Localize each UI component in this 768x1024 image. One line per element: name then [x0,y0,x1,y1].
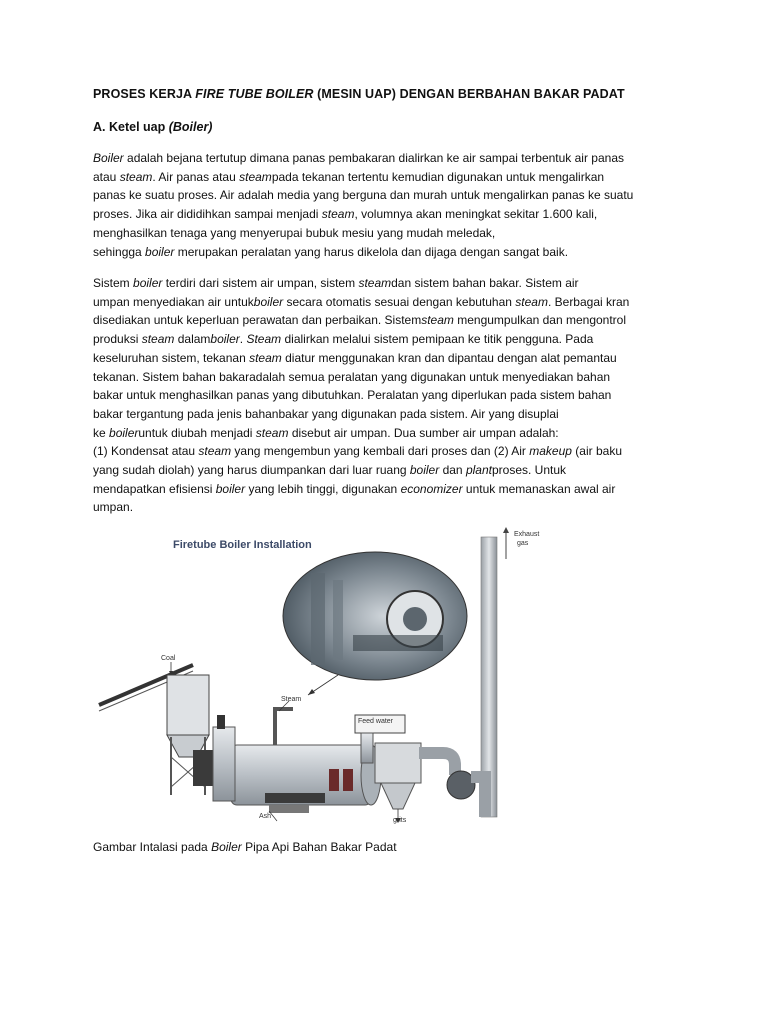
italic-term: boiler [409,463,440,478]
caption-prefix: Gambar Intalasi pada [93,840,212,854]
label-ash: Ash [259,813,272,820]
label-grits: grits [393,817,407,824]
text-run: mengumpulkan dan mengontrol [453,313,627,328]
italic-term: boiler [133,276,163,290]
italic-term: boiler [215,481,246,496]
title-part-1: PROSES KERJA [93,87,196,101]
text-run: Sistem [93,276,134,290]
text-line [93,186,683,205]
text-line [93,205,683,224]
italic-term: boiler [210,332,240,347]
section-heading-italic: (Boiler) [168,120,213,134]
text-run: produksi [93,332,142,347]
text-run: secara otomatis sesuai dengan kebutuhan [283,294,516,309]
section-heading-prefix: A. Ketel uap [93,120,169,134]
italic-term: Boiler [93,151,124,165]
text-line [93,243,683,262]
text-run: keseluruhan sistem, tekanan [93,350,250,365]
italic-term: steam [249,350,282,365]
text-run: . Berbagai kran [547,294,630,309]
label-gas: gas [517,540,529,547]
text-run: adalah bejana tertutup dimana panas pembakaran dialirkan ke air sampai terbentuk air panas [123,151,625,165]
text-line [93,349,683,368]
text-run: (air baku [571,444,622,459]
title-part-3: (MESIN UAP) DENGAN BERBAHAN BAKAR PADAT [313,87,625,101]
italic-term: Steam [246,332,282,347]
section-heading [93,120,212,134]
italic-term: economizer [400,481,463,496]
italic-term: steam [358,276,392,290]
italic-term: steam [515,294,548,309]
text-run: proses. Untuk [491,463,567,478]
text-line [93,480,683,499]
italic-term: steam [255,425,289,440]
figure-title: Firetube Boiler Installation [173,539,312,551]
text-run: yang lebih tinggi, digunakan [245,481,401,496]
italic-term: boiler [253,294,284,309]
italic-term: steam [119,169,153,184]
text-run: (1) Kondensat atau [93,444,199,459]
italic-term: steam [321,207,355,222]
text-run: dialirkan melalui sistem pemipaan ke titik pengguna. Pada [281,332,594,347]
italic-term: steam [141,332,175,347]
italic-term: steam [198,444,232,459]
label-coal: Coal [161,655,176,662]
text-run: ke [93,425,110,440]
text-line [93,498,683,517]
italic-term: steam [421,313,454,328]
text-run: dan [439,463,466,478]
text-line [93,149,683,168]
text-run: merupakan peralatan yang harus dikelola dan dijaga dengan sangat baik. [174,244,569,259]
text-run: untuk memanaskan awal air [462,481,616,496]
text-line [93,168,683,187]
text-run: disediakan untuk keperluan perawatan dan perbaikan. Sistem [93,313,422,328]
text-run: tekanan. Sistem bahan bakaradalah semua peralatan yang digunakan untuk menyediakan bahan [93,369,611,384]
text-run: dan sistem bahan bakar. Sistem air [391,276,579,290]
text-run: untuk diubah menjadi [138,425,256,440]
text-line [93,311,683,330]
text-line [93,293,683,312]
steam-pipe [275,709,293,745]
text-line [93,224,683,243]
text-run: panas ke suatu proses. Air adalah media yang berguna dan murah untuk mengalirkan panas ke suatu [93,188,634,203]
italic-term: plant [465,463,492,478]
text-run: umpan. [93,500,134,515]
text-run: . Air panas atau [152,169,240,184]
label-exhaust: Exhaust [514,531,540,538]
text-line [93,368,683,387]
text-line [93,424,683,443]
text-run: terdiri dari sistem air umpan, sistem [162,276,359,290]
italic-term: boiler [109,425,139,440]
italic-term: steam [239,169,272,184]
text-line [93,461,683,480]
text-line [93,386,683,405]
text-run: atau [93,169,120,184]
text-run: mendapatkan efisiensi [93,481,216,496]
text-run: pada tekanan tertentu kemudian digunakan untuk mengalirkan [271,169,605,184]
ash-collector [269,805,309,813]
text-run: sehingga [93,244,146,259]
text-run: . [239,332,247,347]
text-run: , volumnya akan meningkat sekitar 1.600 kali, [354,207,598,222]
caption-italic: Boiler [211,840,242,854]
paragraph-2 [93,274,683,517]
text-run: yang sudah diolah) yang harus diumpankan dari luar ruang [93,463,410,478]
caption-suffix: Pipa Api Bahan Bakar Padat [241,840,397,854]
figure-caption [93,840,397,854]
title-part-italic: FIRE TUBE BOILER [195,87,314,101]
id-fan [447,771,475,799]
text-line [93,442,683,461]
text-run: menghasilkan tenaga yang menyerupai bubuk mesiu yang mudah meledak, [93,225,496,240]
text-run: disebut air umpan. Dua sumber air umpan adalah: [288,425,559,440]
boiler-installation-figure [93,525,683,830]
italic-term: makeup [529,444,572,459]
text-line [93,274,683,293]
italic-term: boiler [145,244,175,259]
text-line [93,330,683,349]
text-run: yang mengembun yang kembali dari proses dan (2) Air [231,444,530,459]
text-run: proses. Jika air dididihkan sampai menjadi [93,207,322,222]
coal-silo [167,675,209,735]
text-run: umpan menyediakan air untuk [93,294,254,309]
text-run: bakar untuk menghasilkan panas yang dibutuhkan. Peralatan yang diperlukan pada sistem bahan [93,388,612,403]
text-run: diatur menggunakan kran dan dipantau dengan alat pemantau [281,350,617,365]
label-feed-water: Feed water [358,718,394,725]
label-steam: Steam [281,696,302,703]
text-line [93,405,683,424]
boiler-diagram [93,525,683,830]
paragraph-1 [93,149,683,261]
text-run: bakar tergantung pada jenis bahanbakar yang digunakan pada sistem. Air yang disuplai [93,406,559,421]
grit-separator [375,743,421,783]
fan-duct [419,753,455,775]
text-run: dalam [174,332,211,347]
document-title [93,87,625,101]
